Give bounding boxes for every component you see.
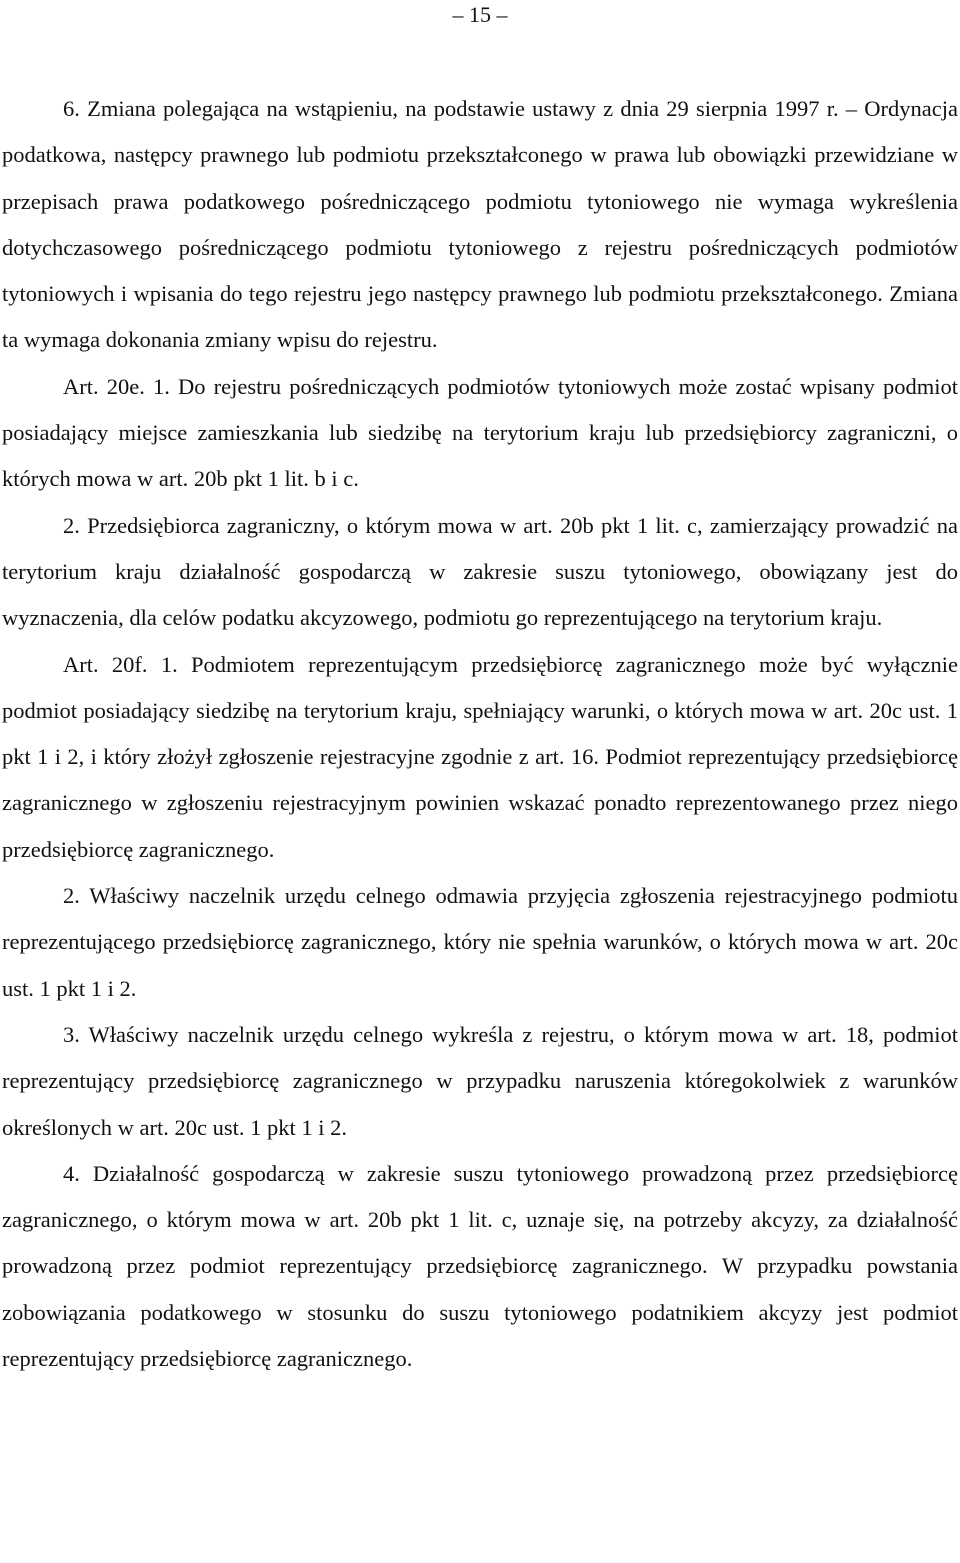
paragraph-art20d-6: 6. Zmiana polegająca na wstąpieniu, na podstawie ustawy z dnia 29 sierpnia 1997 r. – Ordynacja podatkowa, następcy prawnego lub podmiotu przekształconego w prawa lub obowiązki przewidziane w przepisach prawa podatkowego pośredniczącego podmiotu tytoniowego nie wymaga wykreślenia dotychczasowego pośredniczącego podmiotu tytoniowego z rejestru pośredniczących podmiotów tytoniowych i wpisania do tego rejestru jego następcy prawnego lub podmiotu przekształconego. Zmiana ta wymaga dokonania zmiany wpisu do rejestru. [2, 96, 958, 353]
paragraph-art20f-4: 4. Działalność gospodarczą w zakresie suszu tytoniowego prowadzoną przez przedsiębiorcę zagranicznego, o którym mowa w art. 20b pkt 1 lit. c, uznaje się, na potrzeby akcyzy, za działalność prowadzoną przez podmiot reprezentujący przedsiębiorcę zagranicznego. W przypadku powstania zobowiązania podatkowego w stosunku do suszu tytoniowego podatnikiem akcyzy jest podmiot reprezentujący przedsiębiorcę zagranicznego. [2, 1160, 958, 1372]
paragraph-art20f-3: 3. Właściwy naczelnik urzędu celnego wykreśla z rejestru, o którym mowa w art. 18, podmiot reprezentujący przedsiębiorcę zagranicznego w przypadku naruszenia któregokolwiek z warunków określonych w art. 20c ust. 1 pkt 1 i 2. [2, 1021, 958, 1140]
paragraph-art20e-2: 2. Przedsiębiorca zagraniczny, o którym mowa w art. 20b pkt 1 lit. c, zamierzający prowadzić na terytorium kraju działalność gospodarczą w zakresie suszu tytoniowego, obowiązany jest do wyznaczenia, dla celów podatku akcyzowego, podmiotu go reprezentującego na terytorium kraju. [2, 512, 958, 631]
document-body [2, 86, 958, 1382]
paragraph-art20f-1: Art. 20f. 1. Podmiotem reprezentującym przedsiębiorcę zagranicznego może być wyłącznie podmiot posiadający siedzibę na terytorium kraju, spełniający warunki, o których mowa w art. 20c ust. 1 pkt 1 i 2, i który złożył zgłoszenie rejestracyjne zgodnie z art. 16. Podmiot reprezentujący przedsiębiorcę zagranicznego w zgłoszeniu rejestracyjnym powinien wskazać ponadto reprezentowanego przez niego przedsiębiorcę zagranicznego. [2, 651, 958, 862]
page-number: – 15 – [452, 2, 508, 27]
paragraph-art20f-2: 2. Właściwy naczelnik urzędu celnego odmawia przyjęcia zgłoszenia rejestracyjnego podmiotu reprezentującego przedsiębiorcę zagranicznego, który nie spełnia warunków, o których mowa w art. 20c ust. 1 pkt 1 i 2. [2, 883, 958, 1001]
paragraph-art20e-1: Art. 20e. 1. Do rejestru pośredniczących podmiotów tytoniowych może zostać wpisany podmiot posiadający miejsce zamieszkania lub siedzibę na terytorium kraju lub przedsiębiorcy zagraniczni, o których mowa w art. 20b pkt 1 lit. b i c. [2, 373, 958, 492]
